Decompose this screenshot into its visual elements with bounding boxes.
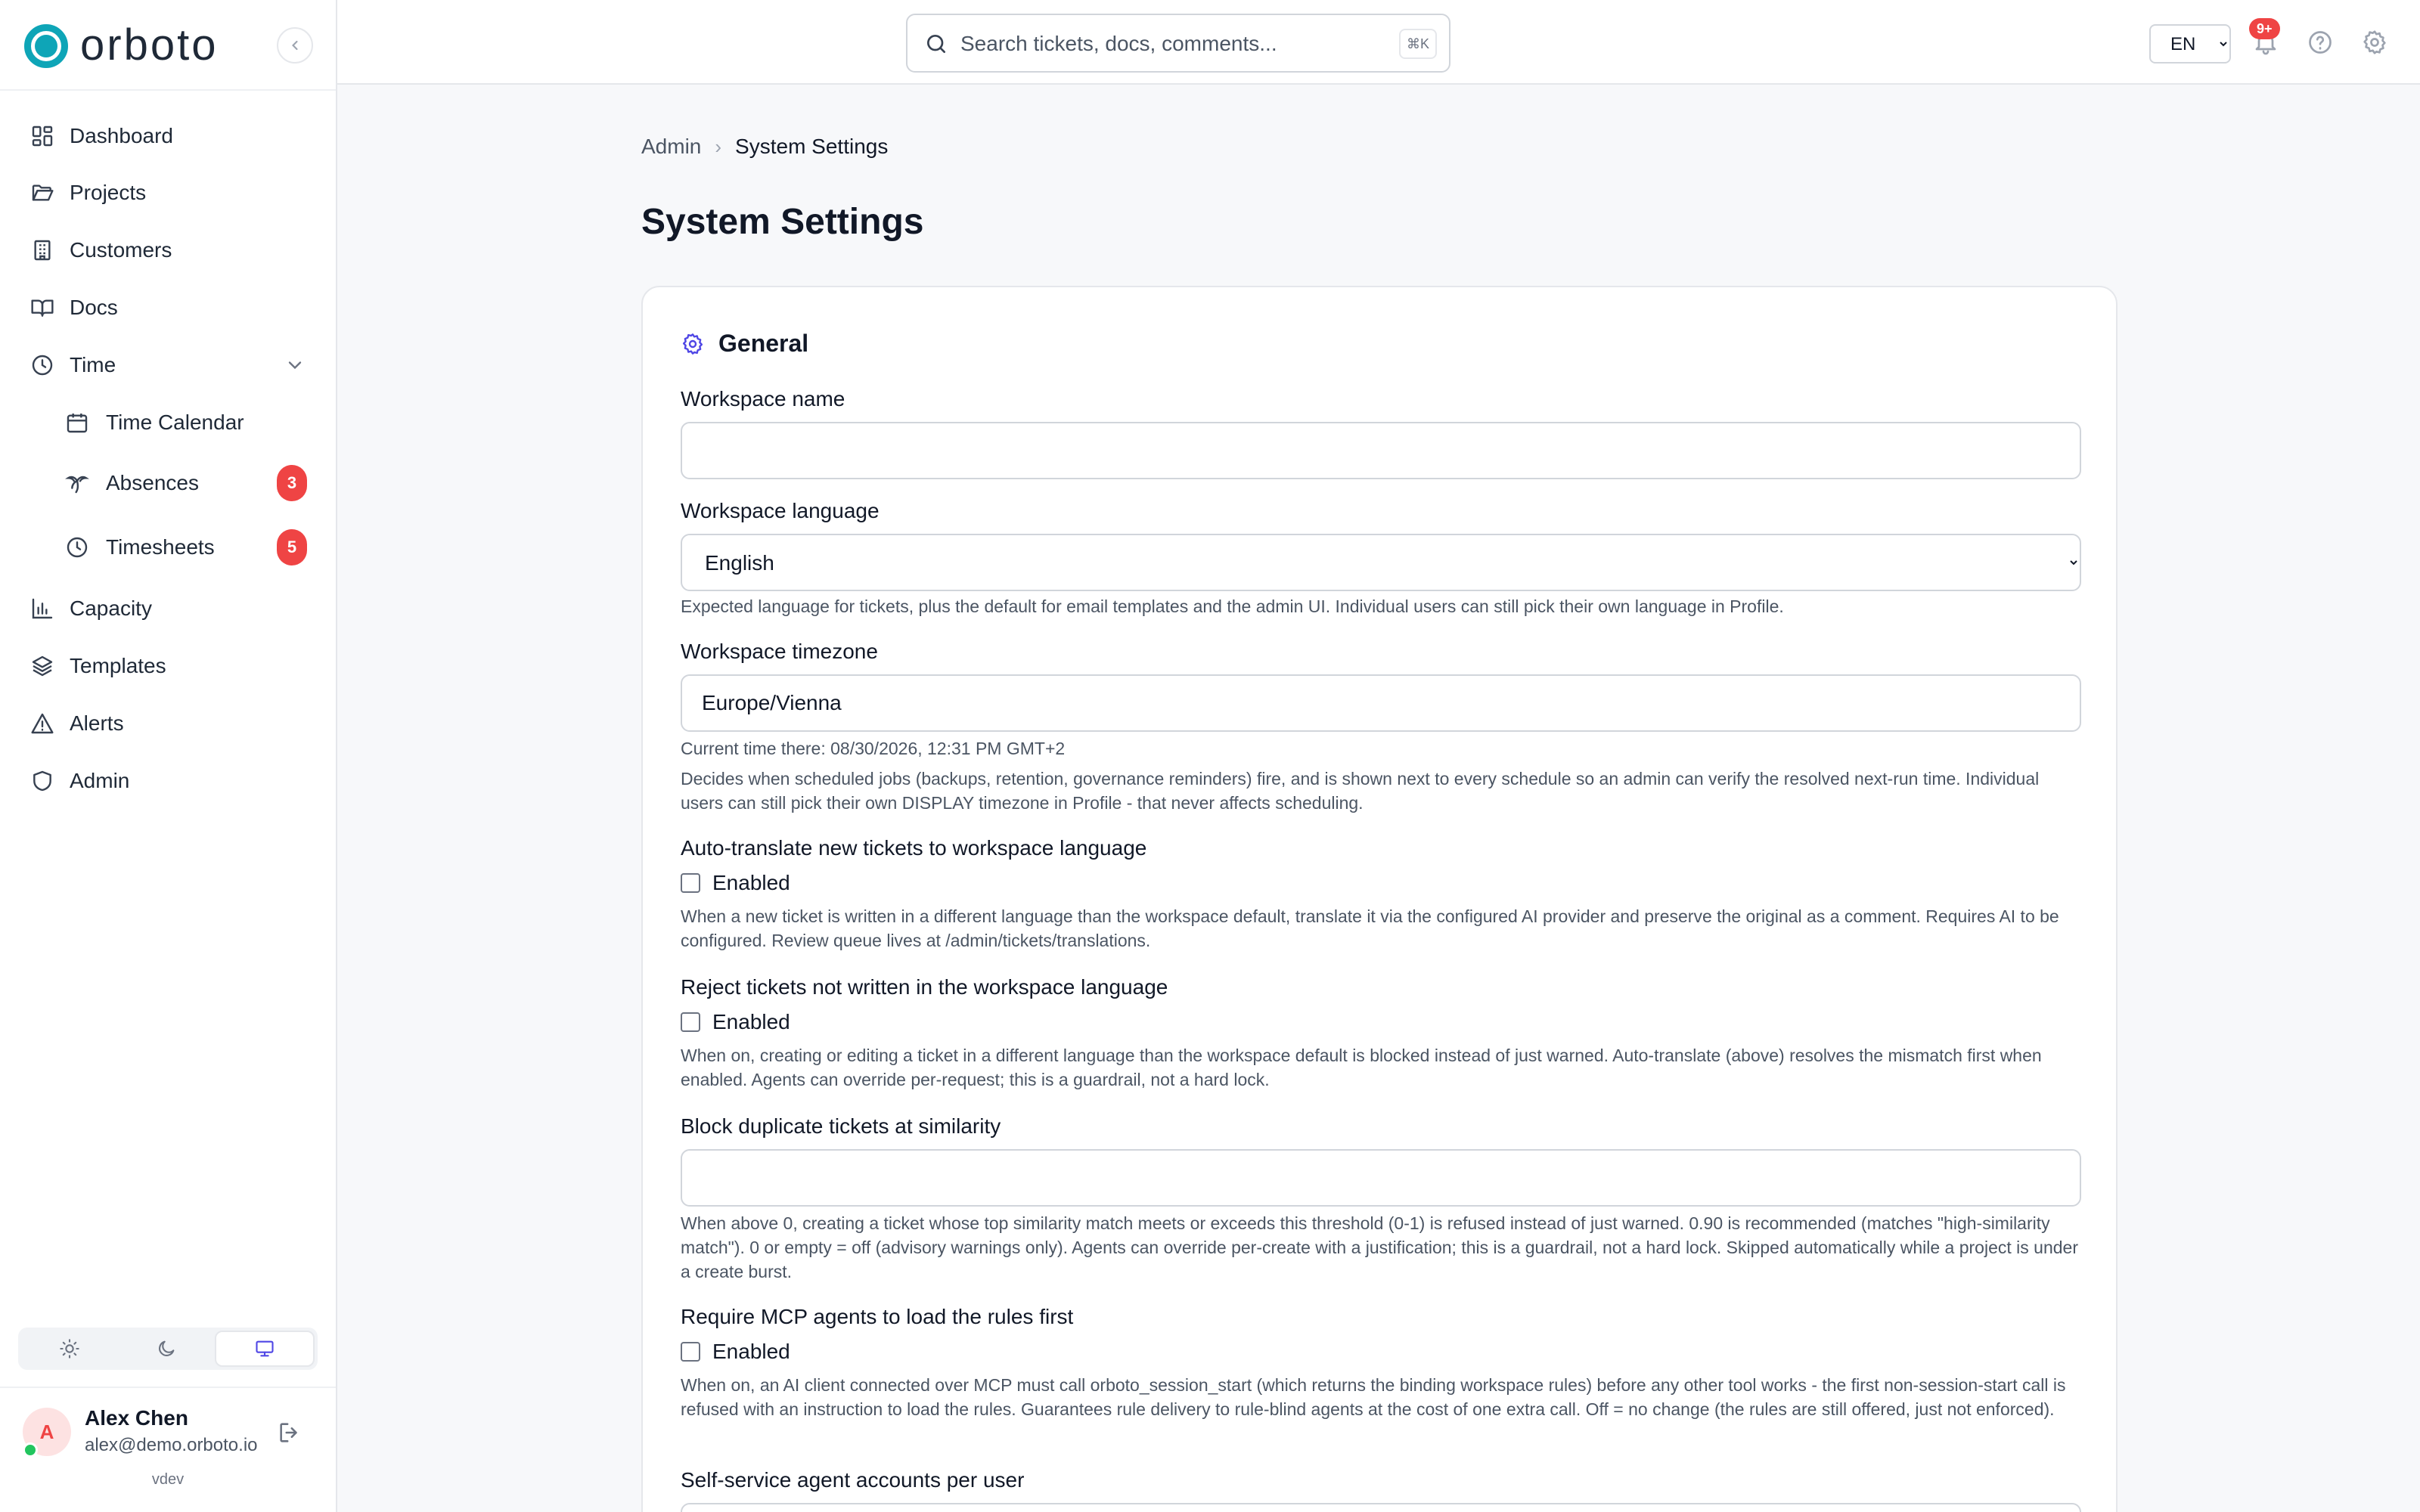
sidebar-item-label: Docs (70, 296, 118, 319)
user-name: Alex Chen (85, 1406, 188, 1430)
block-duplicates-input[interactable] (681, 1149, 2081, 1207)
calendar-icon (65, 411, 89, 435)
require-mcp-label: Require MCP agents to load the rules first (681, 1305, 1074, 1328)
checkbox-box[interactable] (681, 873, 700, 893)
theme-toggle (18, 1328, 318, 1370)
workspace-timezone-help: Decides when scheduled jobs (backups, retention, governance reminders) fire, and is shown next to every schedule so an admin can verify the resolved next-run time. Individual users can still pick their own DISPLAY timezone in Profile - that never affects scheduling. (681, 769, 2040, 813)
gear-icon[interactable] (2361, 29, 2388, 56)
workspace-timezone-label: Workspace timezone (681, 640, 878, 663)
block-duplicates-label: Block duplicate tickets at similarity (681, 1114, 1001, 1138)
sidebar-item-projects[interactable] (0, 170, 336, 215)
logo-text: orboto (80, 20, 219, 70)
checkbox-label: Enabled (712, 871, 790, 894)
breadcrumb-current: System Settings (735, 135, 889, 158)
reject-language-checkbox[interactable] (681, 1010, 790, 1034)
sidebar (0, 0, 337, 1512)
logo-row (0, 0, 336, 91)
sidebar-item-dashboard[interactable] (0, 113, 336, 159)
checkbox-label: Enabled (712, 1010, 790, 1033)
sidebar-item-label: Capacity (70, 596, 152, 620)
theme-dark-button[interactable] (118, 1331, 215, 1367)
search-icon (924, 32, 948, 56)
breadcrumb (641, 135, 888, 159)
sidebar-item-label: Customers (70, 238, 172, 262)
auto-translate-label: Auto-translate new tickets to workspace language (681, 836, 1147, 860)
sidebar-item-label: Projects (70, 181, 147, 204)
checkbox-box[interactable] (681, 1342, 700, 1362)
alert-triangle-icon (30, 711, 54, 736)
breadcrumb-admin-link[interactable]: Admin (641, 135, 702, 158)
online-status-dot (23, 1442, 38, 1458)
language-select[interactable] (2149, 24, 2231, 64)
sidebar-item-capacity[interactable] (0, 586, 336, 631)
collapse-sidebar-button[interactable] (277, 27, 313, 64)
chevron-down-icon (284, 355, 306, 376)
sidebar-item-admin[interactable] (0, 758, 336, 804)
general-section-header (681, 330, 808, 358)
search-input[interactable] (960, 27, 1384, 60)
book-icon (30, 296, 54, 320)
general-settings-card (641, 286, 2118, 1512)
sidebar-item-time[interactable] (0, 342, 336, 388)
auto-translate-checkbox[interactable] (681, 871, 790, 895)
notifications-badge: 9+ (2249, 18, 2280, 39)
building-icon (30, 238, 54, 262)
sidebar-item-label: Time Calendar (106, 411, 244, 434)
block-duplicates-help: When above 0, creating a ticket whose top similarity match meets or exceeds this threshold (0-1) is refused instead of just warned. 0.90 is recommended (matches "high-similarity match"). 0 or empty = off (advisory warnings only). Agents can override per-create with a justification; this is a guardrail, not a hard lock. Skipped automatically while a project is under a create burst. (681, 1213, 2078, 1281)
sidebar-item-label: Admin (70, 769, 130, 792)
workspace-name-label: Workspace name (681, 387, 845, 411)
sidebar-item-timesheets[interactable] (0, 525, 336, 570)
sidebar-item-label: Alerts (70, 711, 124, 735)
sidebar-item-customers[interactable] (0, 228, 336, 273)
topbar (337, 0, 2420, 85)
sidebar-item-label: Timesheets (106, 535, 215, 559)
checkbox-label: Enabled (712, 1340, 790, 1363)
monitor-icon (254, 1338, 275, 1359)
chevron-left-icon (287, 38, 302, 53)
workspace-language-label: Workspace language (681, 499, 880, 522)
workspace-timezone-input[interactable] (681, 674, 2081, 732)
folder-icon (30, 181, 54, 205)
self-service-input[interactable] (681, 1503, 2081, 1512)
search-bar[interactable] (906, 14, 1450, 73)
app-version: vdev (151, 1471, 185, 1488)
sidebar-item-alerts[interactable] (0, 701, 336, 746)
workspace-name-input[interactable] (681, 422, 2081, 479)
avatar[interactable]: A (23, 1408, 71, 1456)
shield-icon (30, 769, 54, 793)
workspace-language-select[interactable] (681, 534, 2081, 591)
sidebar-item-label: Templates (70, 654, 166, 677)
theme-system-button[interactable] (215, 1331, 315, 1367)
workspace-current-time: Current time there: 08/30/2026, 12:31 PM GMT+2 (681, 739, 1066, 758)
layers-icon (30, 654, 54, 678)
sidebar-item-label: Time (70, 353, 116, 376)
sun-icon (59, 1338, 80, 1359)
bar-chart-icon (30, 596, 54, 621)
absences-count-badge: 3 (277, 465, 307, 501)
logo-icon (24, 24, 68, 68)
palm-tree-icon (65, 471, 89, 495)
reject-language-label: Reject tickets not written in the workspace language (681, 975, 1168, 999)
sidebar-item-templates[interactable] (0, 643, 336, 689)
auto-translate-help: When a new ticket is written in a different language than the workspace default, translate it via the configured AI provider and preserve the original as a comment. Requires AI to be configured. Review queue lives at /admin/tickets/translations. (681, 906, 2059, 950)
section-title: General (718, 330, 809, 357)
dashboard-icon (30, 124, 54, 148)
search-shortcut-hint: ⌘K (1399, 29, 1437, 59)
sidebar-item-docs[interactable] (0, 285, 336, 330)
theme-light-button[interactable] (21, 1331, 118, 1367)
self-service-label: Self-service agent accounts per user (681, 1468, 1025, 1492)
require-mcp-help: When on, an AI client connected over MCP must call orboto_session_start (which returns the binding workspace rules) before any other tool works - the first non-session-start call is refused with an instruction to load the rules. Guarantees rule delivery to rule-blind agents at the cost of one extra call. Off = no change (the rules are still offered, just not enforced). (681, 1375, 2066, 1419)
logout-icon[interactable] (277, 1420, 302, 1445)
sidebar-item-time-calendar[interactable] (0, 400, 336, 445)
user-panel (0, 1387, 336, 1470)
sidebar-item-label: Absences (106, 471, 199, 494)
moon-icon (156, 1338, 177, 1359)
clock-icon (30, 353, 54, 377)
checkbox-box[interactable] (681, 1012, 700, 1032)
help-icon[interactable] (2307, 29, 2334, 56)
user-email: alex@demo.orboto.io (85, 1435, 258, 1455)
page-title: System Settings (641, 202, 924, 242)
chevron-right-icon: › (715, 135, 722, 158)
workspace-language-help: Expected language for tickets, plus the default for email templates and the admin UI. Individual users can still pick their own language in Profile. (681, 596, 1784, 616)
timesheets-count-badge: 5 (277, 529, 307, 565)
sidebar-item-label: Dashboard (70, 124, 173, 147)
gear-icon (681, 332, 705, 356)
require-mcp-checkbox[interactable] (681, 1340, 790, 1364)
clock-icon (65, 535, 89, 559)
reject-language-help: When on, creating or editing a ticket in a different language than the workspace default is blocked instead of just warned. Auto-translate (above) resolves the mismatch first when enabled. Agents can override per-request; this is a guardrail, not a hard lock. (681, 1046, 2042, 1089)
sidebar-item-absences[interactable] (0, 460, 336, 506)
